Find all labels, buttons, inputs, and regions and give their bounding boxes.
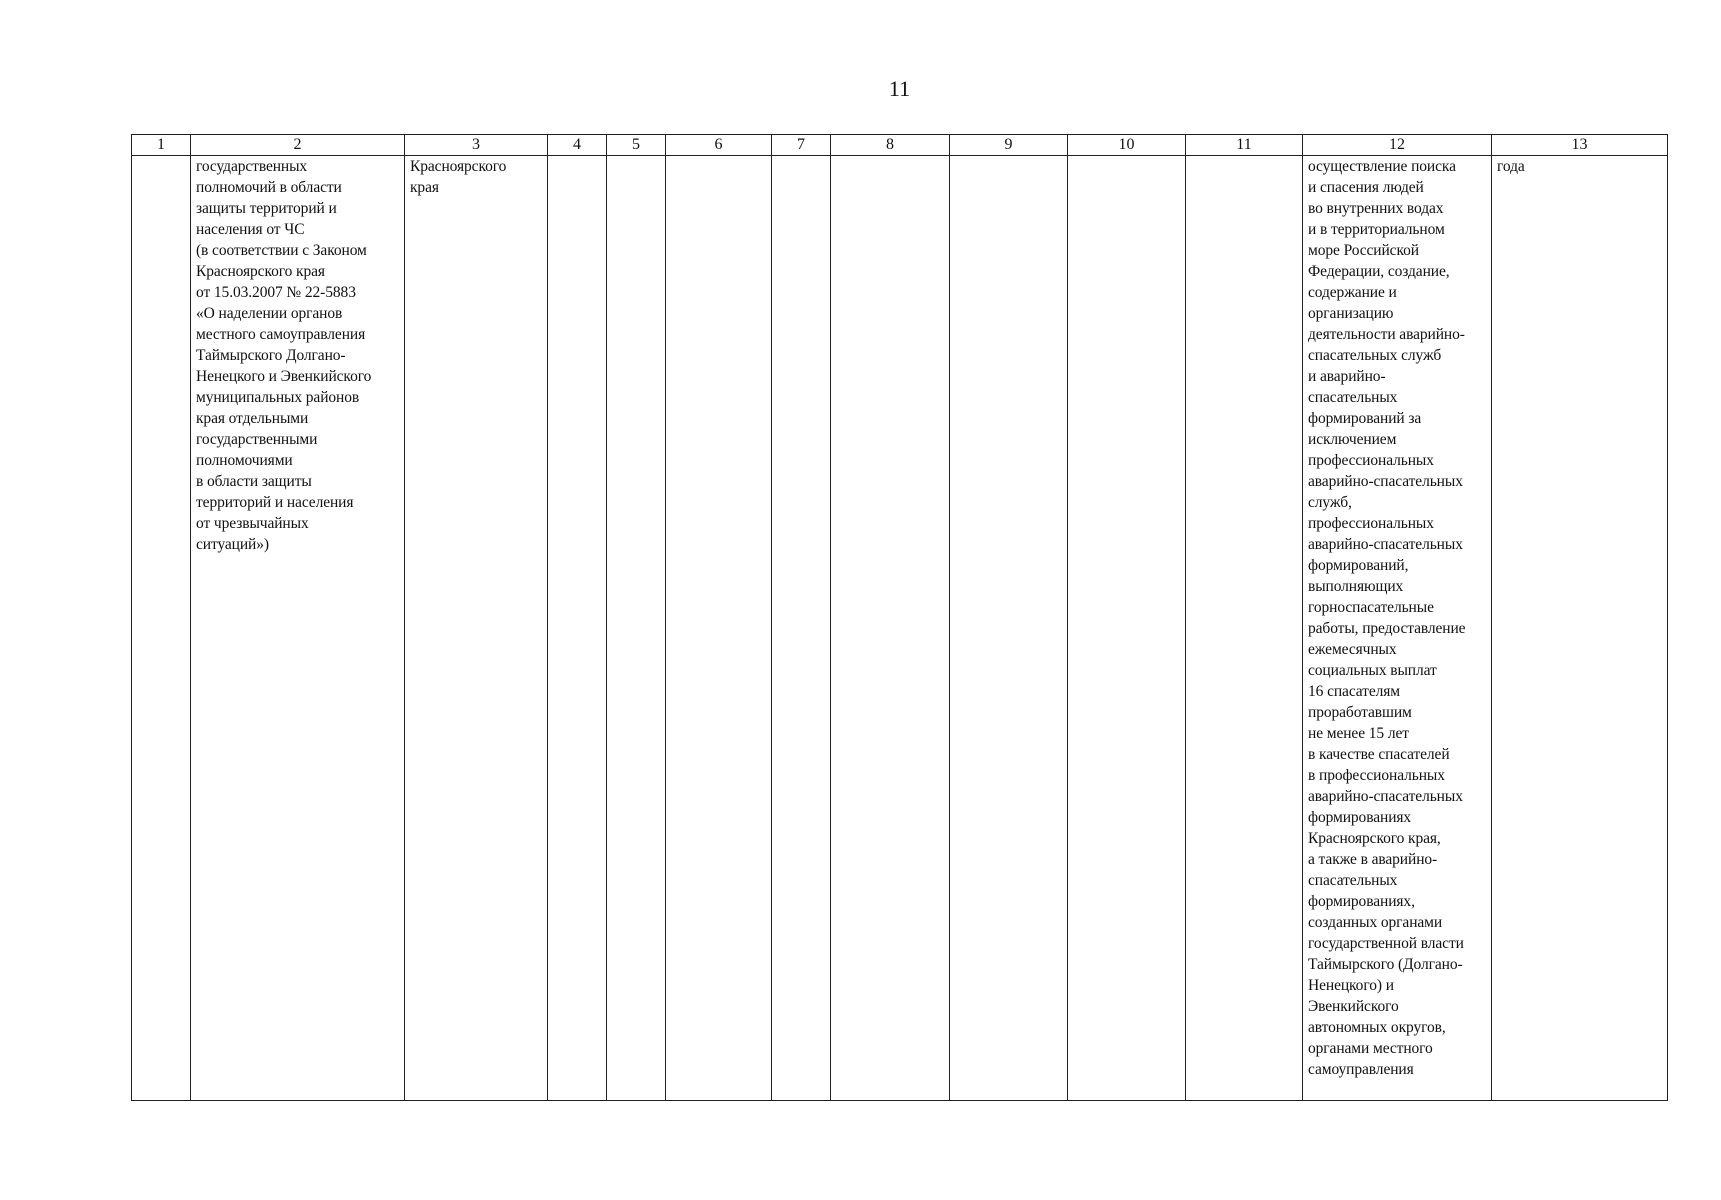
column-header-5: 5 — [607, 135, 666, 156]
column-header-3: 3 — [405, 135, 548, 156]
column-header-10: 10 — [1068, 135, 1186, 156]
data-table — [131, 134, 1668, 1101]
cell-col-8 — [831, 156, 950, 1101]
column-header-12: 12 — [1303, 135, 1492, 156]
page-number: 11 — [888, 76, 911, 101]
column-header-7: 7 — [772, 135, 831, 156]
cell-col-7 — [772, 156, 831, 1101]
column-header-13: 13 — [1492, 135, 1668, 156]
cell-col-6 — [666, 156, 772, 1101]
cell-col-13 — [1492, 156, 1668, 1101]
column-header-2: 2 — [191, 135, 405, 156]
column-header-9: 9 — [950, 135, 1068, 156]
cell-text-col-3: Красноярского края — [410, 158, 507, 196]
column-header-8: 8 — [831, 135, 950, 156]
cell-col-10 — [1068, 156, 1186, 1101]
cell-text-col-2: государственных полномочий в области защиты территорий и населения от ЧС (в соответствии с Законом Красноярского края от 15.03.2007 № 22-5883 «О наделении органов местного самоуправления Таймырского Долгано- Ненецкого и Эвенкийского муниципальных районов края отдельными государственными полномочиями в области защиты территорий и населения от чрезвычайных ситуаций») — [196, 158, 372, 553]
cell-col-4 — [548, 156, 607, 1101]
cell-col-5 — [607, 156, 666, 1101]
cell-col-12 — [1303, 156, 1492, 1101]
column-header-11: 11 — [1186, 135, 1303, 156]
cell-col-1 — [132, 156, 191, 1101]
column-header-6: 6 — [666, 135, 772, 156]
cell-text-col-13: года — [1497, 158, 1525, 175]
cell-col-11 — [1186, 156, 1303, 1101]
cell-col-3 — [405, 156, 548, 1101]
column-header-4: 4 — [548, 135, 607, 156]
cell-col-9 — [950, 156, 1068, 1101]
column-header-1: 1 — [132, 135, 191, 156]
header-row — [132, 135, 1668, 156]
cell-text-col-12: осуществление поиска и спасения людей во внутренних водах и в территориальном море Российской Федерации, создание, содержание и организацию деятельности аварийно- спасательных служб и аварийно- спасательных формирований за исключением профессиональных аварийно-спасательных служб, профессиональных аварийно-спасательных формирований, выполняющих горноспасательные работы, предоставление ежемесячных социальных выплат 16 спасателям проработавшим не менее 15 лет в качестве спасателей в профессиональных аварийно-спасательных формированиях Красноярского края, а также в аварийно- спасательных формированиях, созданных органами государственной власти Таймырского (Долгано- Ненецкого) и Эвенкийского автономных округов, органами местного самоуправления — [1308, 158, 1466, 1078]
table-row — [132, 156, 1668, 1101]
cell-col-2 — [191, 156, 405, 1101]
